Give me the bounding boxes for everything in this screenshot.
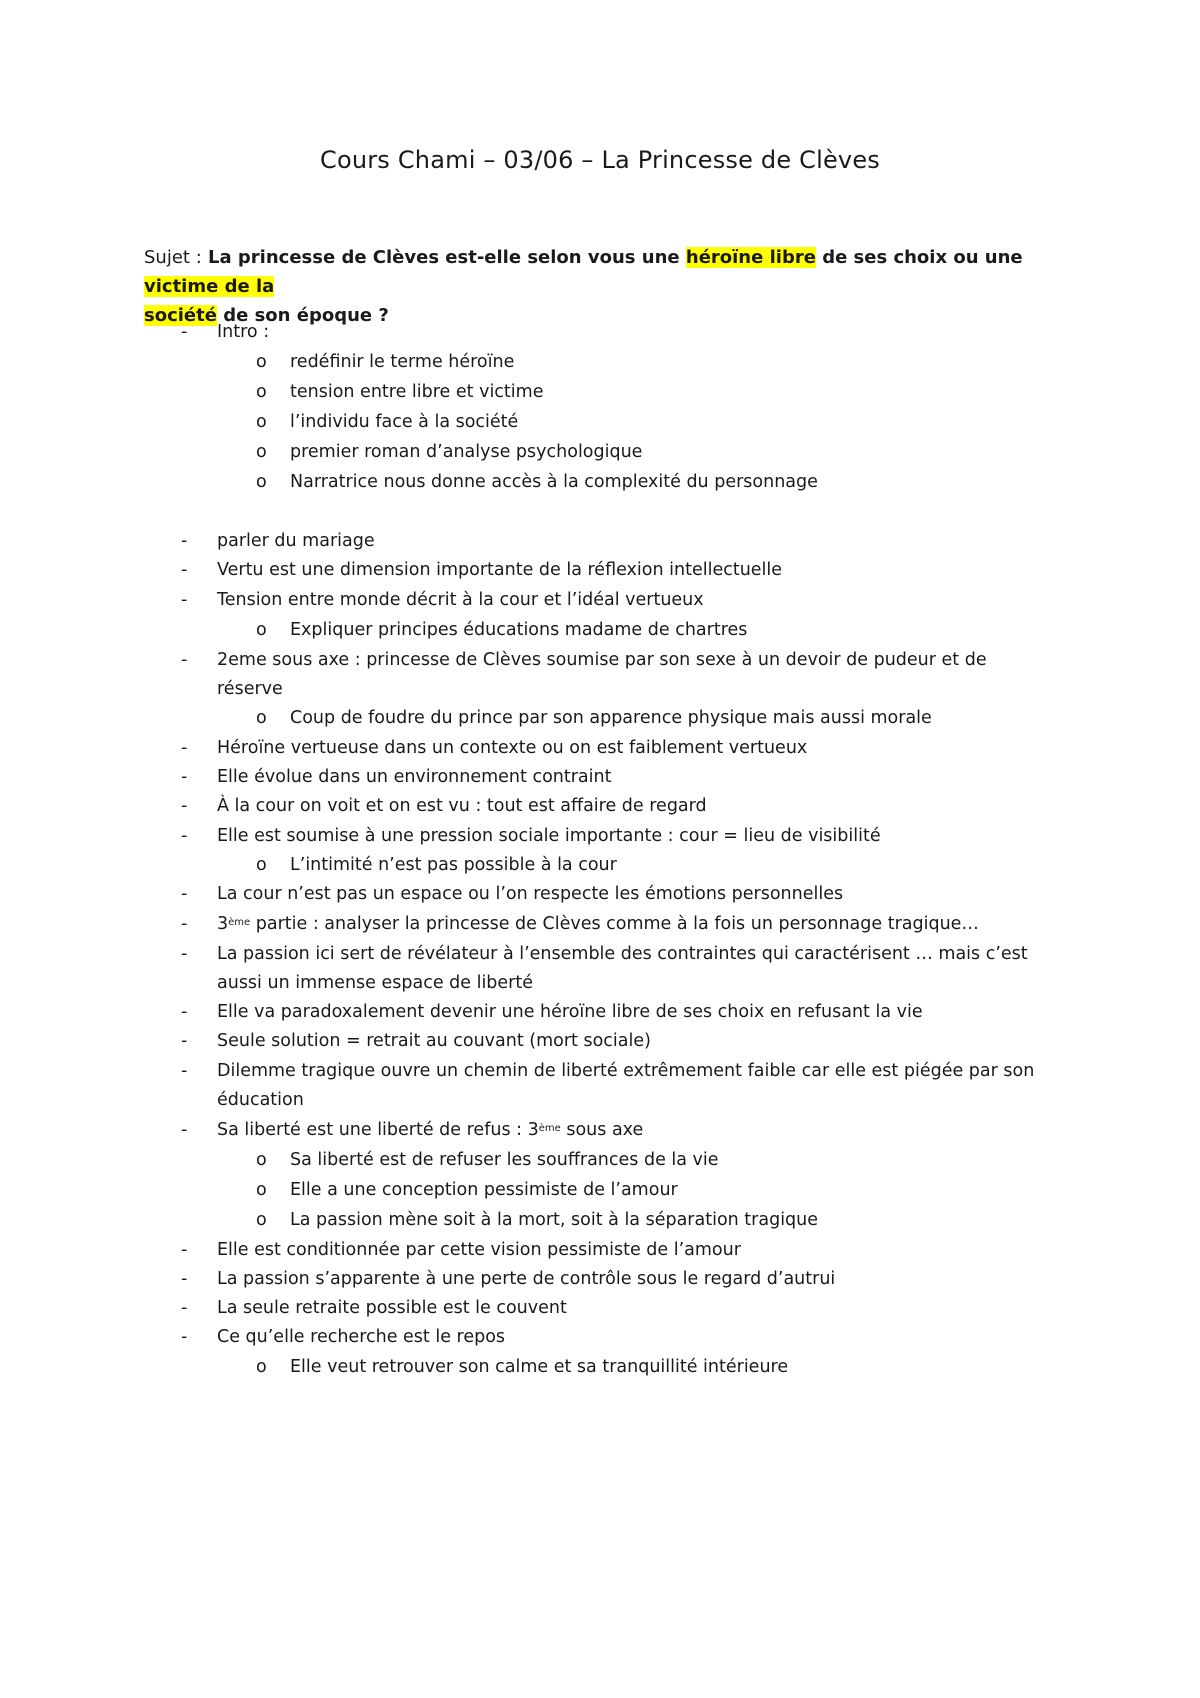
circle-bullet: o [256, 412, 267, 432]
dash-bullet: - [181, 590, 188, 610]
subject-text-3: de son époque ? [216, 305, 389, 326]
list-item-text: Seule solution = retrait au couvant (mort sociale) [217, 1031, 651, 1051]
list-item-text: Elle va paradoxalement devenir une héroïne libre de ses choix en refusant la vie [217, 1002, 923, 1022]
subject-text-2: de ses choix ou une [815, 247, 1023, 268]
dash-bullet: - [181, 944, 188, 964]
sub-list-item-text: tension entre libre et victime [290, 382, 544, 402]
list-item-text: À la cour on voit et on est vu : tout est affaire de regard [217, 796, 707, 816]
dash-bullet: - [181, 531, 188, 551]
list-item-text: éducation [217, 1090, 304, 1110]
subject-label: Sujet : [144, 247, 202, 268]
list-item-text: La seule retraite possible est le couvent [217, 1298, 567, 1318]
list-item-text: Vertu est une dimension importante de la réflexion intellectuelle [217, 560, 783, 580]
list-item-text: Tension entre monde décrit à la cour et l’idéal vertueux [217, 590, 704, 610]
list-item-text: Héroïne vertueuse dans un contexte ou on est faiblement vertueux [217, 738, 808, 758]
circle-bullet: o [256, 1210, 267, 1230]
ordinal-number: 3 [217, 914, 229, 934]
circle-bullet: o [256, 1180, 267, 1200]
dash-bullet: - [181, 1240, 188, 1260]
circle-bullet: o [256, 472, 267, 492]
list-item-text: 2eme sous axe : princesse de Clèves soumise par son sexe à un devoir de pudeur et de [217, 650, 987, 670]
list-item-text [217, 1116, 643, 1145]
circle-bullet: o [256, 708, 267, 728]
sub-list-item-text: Expliquer principes éducations madame de chartres [290, 620, 748, 640]
dash-bullet: - [181, 796, 188, 816]
highlight-victime-de-la: victime de la [144, 276, 275, 297]
dash-bullet: - [181, 1327, 188, 1347]
sub-list-item-text: Sa liberté est de refuser les souffrances de la vie [290, 1150, 719, 1170]
dash-bullet: - [181, 1002, 188, 1022]
list-item-text: parler du mariage [217, 531, 375, 551]
dash-bullet: - [181, 560, 188, 580]
dash-bullet: - [181, 1120, 188, 1140]
highlight-societe: société [144, 305, 217, 326]
sub-list-item-text: L’intimité n’est pas possible à la cour [290, 855, 617, 875]
ordinal-suffix: ème [228, 917, 251, 928]
list-item-text: La passion s’apparente à une perte de contrôle sous le regard d’autrui [217, 1269, 836, 1289]
list-item-text: Dilemme tragique ouvre un chemin de liberté extrêmement faible car elle est piégée par son [217, 1061, 1035, 1081]
list-item-text: Ce qu’elle recherche est le repos [217, 1327, 506, 1347]
sub-list-item-text: Elle veut retrouver son calme et sa tranquillité intérieure [290, 1357, 789, 1377]
circle-bullet: o [256, 620, 267, 640]
highlight-heroine-libre: héroïne libre [685, 247, 816, 268]
subject-text-1: La princesse de Clèves est-elle selon vous une [201, 247, 686, 268]
dash-bullet: - [181, 1298, 188, 1318]
list-item-text: La passion ici sert de révélateur à l’ensemble des contraintes qui caractérisent … mais c’est [217, 944, 1028, 964]
dash-bullet: - [181, 914, 188, 934]
list-item-text: Elle est conditionnée par cette vision pessimiste de l’amour [217, 1240, 741, 1260]
sub-list-item-text: redéfinir le terme héroïne [290, 352, 515, 372]
list-item-text-post: sous axe [560, 1120, 644, 1140]
dash-bullet: - [181, 826, 188, 846]
list-item-text-rest: partie : analyser la princesse de Clèves comme à la fois un personnage tragique… [250, 914, 979, 934]
sub-list-item-text: premier roman d’analyse psychologique [290, 442, 643, 462]
dash-bullet: - [181, 1269, 188, 1289]
circle-bullet: o [256, 352, 267, 372]
dash-bullet: - [181, 1031, 188, 1051]
dash-bullet: - [181, 738, 188, 758]
circle-bullet: o [256, 855, 267, 875]
dash-bullet: - [181, 650, 188, 670]
page-title: Cours Chami – 03/06 – La Princesse de Clèves [319, 146, 880, 174]
sub-list-item-text: l’individu face à la société [290, 412, 519, 432]
sub-list-item-text: La passion mène soit à la mort, soit à la séparation tragique [290, 1210, 819, 1230]
list-item-text [217, 910, 979, 939]
sub-list-item-text: Narratrice nous donne accès à la complexité du personnage [290, 472, 818, 492]
list-item-text: Intro : [217, 322, 270, 342]
list-item-text: aussi un immense espace de liberté [217, 973, 534, 993]
dash-bullet: - [181, 767, 188, 787]
list-item-text: Elle est soumise à une pression sociale importante : cour = lieu de visibilité [217, 826, 881, 846]
list-item-text: La cour n’est pas un espace ou l’on respecte les émotions personnelles [217, 884, 844, 904]
list-item-text-pre: Sa liberté est une liberté de refus : 3 [217, 1120, 539, 1140]
list-item-text: Elle évolue dans un environnement contraint [217, 767, 612, 787]
circle-bullet: o [256, 1150, 267, 1170]
dash-bullet: - [181, 322, 188, 342]
ordinal-suffix: ème [538, 1123, 561, 1134]
sub-list-item-text: Coup de foudre du prince par son apparence physique mais aussi morale [290, 708, 932, 728]
list-item-text: réserve [217, 679, 283, 699]
dash-bullet: - [181, 884, 188, 904]
sub-list-item-text: Elle a une conception pessimiste de l’amour [290, 1180, 678, 1200]
dash-bullet: - [181, 1061, 188, 1081]
circle-bullet: o [256, 1357, 267, 1377]
subject-paragraph [144, 243, 1074, 330]
circle-bullet: o [256, 382, 267, 402]
circle-bullet: o [256, 442, 267, 462]
